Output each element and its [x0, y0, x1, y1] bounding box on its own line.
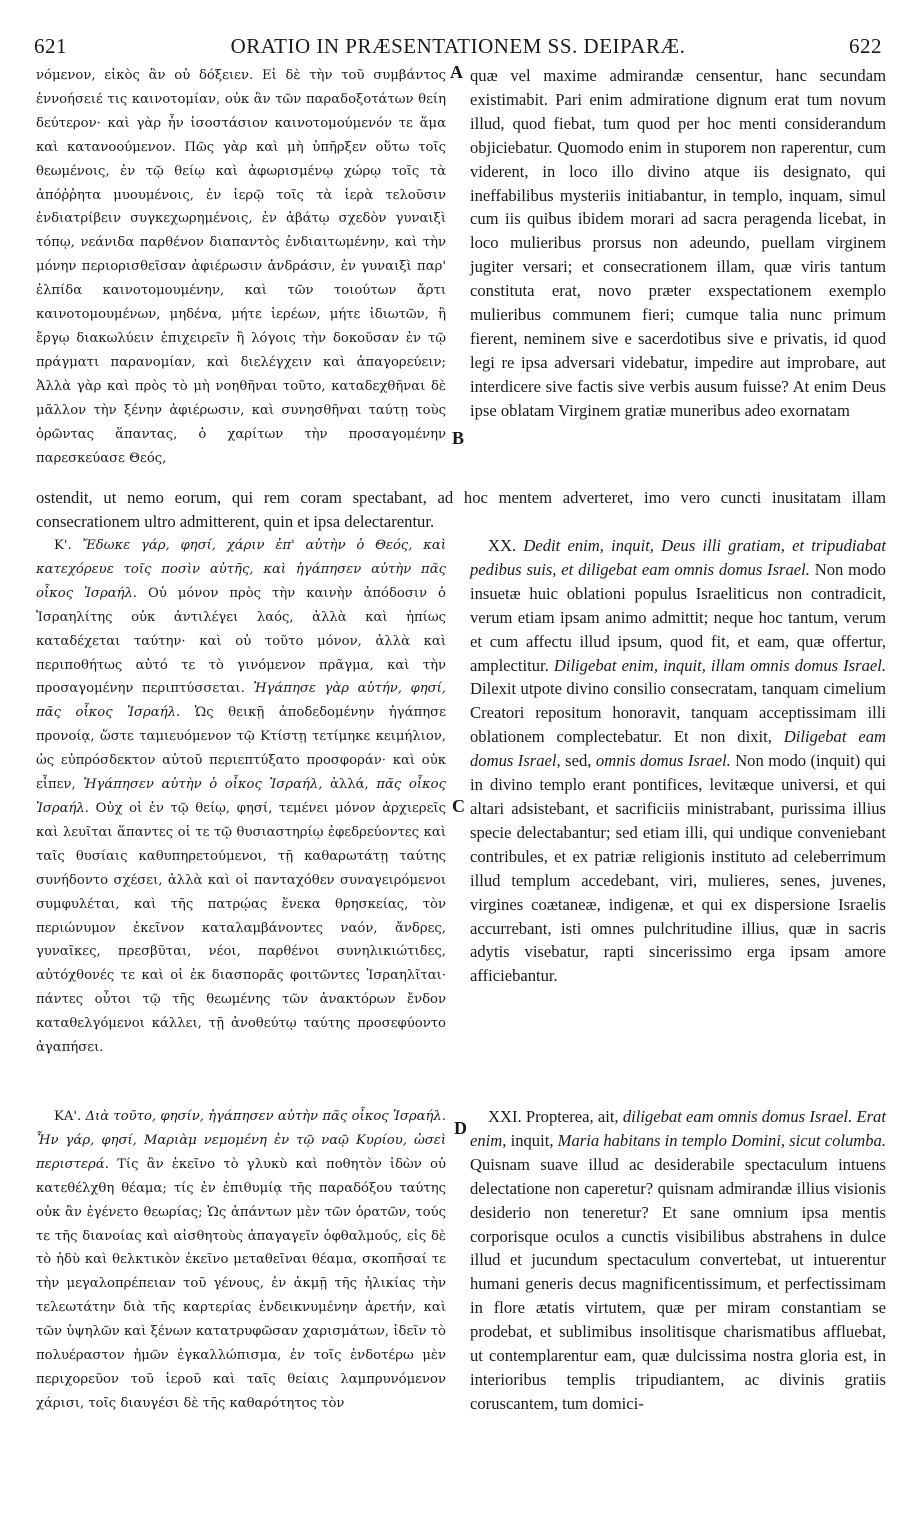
- greek-section-xxi: [36, 1105, 446, 1416]
- greek-text: Οὐ μόνον πρὸς τὴν καινὴν ἀπόδοσιν ὁ Ἰσραηλίτης οὐκ ἀντιλέγει λαός, ἀλλὰ καὶ ἠπίως καταδέχεται ταύτην· καὶ οὐ τοῦτο μόνον, ἀλλὰ καὶ περιποθήτως αὐτό τε τὸ γινόμενον πρᾶγμα, καὶ τὴν προσαγομένην περιπτύσσεται.: [36, 585, 446, 697]
- latin-scripture-quote: Dedit enim, inquit, Deus illi gratiam, et tripudiabat pedibus suis, et diligebat eam omnis domus Israel.: [470, 536, 886, 579]
- greek-text: Τίς ἂν ἐκεῖνο τὸ γλυκὺ καὶ ποθητὸν ἰδὼν οὐ κατεθέλχθη θέαμα; τίς ἐν ἐπιθυμίᾳ τῆς παραδόξου ταύτης οὐκ ἂν ἐγένετο θεωρίας; Ὡς ἁπάντων μὲν τῶν ὁρατῶν, τούς τε τῆς διανοίας καὶ αἰσθητοὺς ἀπαγαγεῖν ὀφθαλμούς, εἰς δὲ τὸ ἡδὺ καὶ θελκτικὸν ἐκεῖνο μεταθεῖναι θέαμα, σκοπῆσαί τε τὴν μεγαλοπρέπειαν τοῦ γένους, ἐν ἀκμῇ τῆς ἡλικίας τὴν τελεωτάτην διὰ τῆς καρτερίας ἐνδεικνυμένην ἀρετήν, καὶ τῶν ὑψηλῶν καὶ ξένων κατατρυφῶσαν χαρισμάτων, ἰδεῖν τὸ πολυέραστον ἡμῶν ἐγκαλλώπισμα, ἐν τοῖς ἐνδοτέρω μὲν περιχορεῦον τοῦ ἱεροῦ καὶ ταῖς θείαις λαμπρυνόμενον χάρισι, τοῖς διαυγέσι δὲ τῆς καθαρότητος τὸν: [36, 1156, 446, 1411]
- greek-text: Οὐχ οἱ ἐν τῷ θείῳ, φησί, τεμένει μόνον ἀρχιερεῖς καὶ λευῖται ἅπαντες οἱ τε τῷ θυσιαστηρίῳ ἐφεδρεύοντες καὶ ταῖς θυσίαις καθυπηρετούμενοι, τῇ καθαρωτάτῃ ταύτης συνήδοντο σχέσει, ἀλλὰ καὶ οἱ πανταχόθεν συναγειρόμενοι συμφυλέται, καὶ τῆς πατρῴας ἕνεκα θρησκείας, τὸν περιώνυμον ἐκεῖνον καταλαμβάνοντες ναόν, ἄνδρες, γυναῖκες, πρεσβῦται, νέοι, παρθένοι συνηλικιώτιδες, αὐτόχθονές τε καὶ οἱ ἐκ διασπορᾶς φοιτῶντες Ἰσραηλῖται· πάντες οὗτοι τῷ τῆς θεωμένης τῶν ἀνακτόρων ἔνδον καταθελγόμενοι κάλλει, τῇ ἀνοθεύτῳ ταύτης προσεφύοντο ἀγαπήσει.: [36, 800, 446, 1056]
- latin-scripture-quote: Diligebat eam domus Israel,: [470, 727, 886, 771]
- latin-section-xxi: [470, 1105, 886, 1416]
- margin-marker-b: B: [452, 428, 465, 448]
- latin-paragraph-xx: [470, 534, 886, 988]
- greek-paragraph-xx: [36, 534, 446, 1060]
- greek-paragraph-xxi: [36, 1105, 446, 1416]
- latin-section-number: XXI.: [488, 1107, 522, 1126]
- page-number-right: 622: [849, 34, 882, 58]
- greek-text: ἀλλά,: [330, 777, 369, 793]
- latin-scripture-quote: omnis domus Israel.: [595, 751, 731, 771]
- latin-section-xx: [470, 534, 886, 988]
- latin-text: Quisnam suave illud ac desiderabile spectaculum intuens delectatione non caperetur? quisnam admirandæ illius visionis desiderio non teneretur? Et sane omnium ipsa mentis corporisque oculos a cunctis visibilibus abstrahens in dulce illud et jucundum spectaculum convertebat, ut intuerentur humani generis decus magnificentissimum, et perfectissimam in flore ætatis virtutem, quæ per miram constantiam se prodebat, et sublimibus insolitisque charismatibus affluebat, ut contemplarentur eam, quæ dulcissima nostra gloria est, in interioribus templis tripudiantem, ac divinis gratiis coruscantem, tum domici-: [470, 1154, 886, 1413]
- full-width-latin-lines: [36, 486, 886, 534]
- full-width-paragraph: ostendit, ut nemo eorum, qui rem coram spectabant, ad hoc mentem adverteret, imo vero cuncti inusitatam illam consecrationem ultro admitterent, quin et ipsa delectarentur.: [36, 488, 886, 531]
- page-number-left: 621: [34, 34, 67, 58]
- latin-text: Propterea, ait,: [525, 1107, 619, 1126]
- latin-text: sed,: [565, 751, 592, 771]
- greek-scripture-quote: Ἔδωκε γάρ, φησί, χάριν ἐπ' αὐτὴν ὁ Θεός, καὶ κατεχόρευε τοῖς ποσὶν αὐτῆς, καὶ ἠγάπησεν αὐτὴν πᾶς οἶκος Ἰσραήλ.: [36, 538, 446, 601]
- latin-text: inquit,: [510, 1130, 554, 1150]
- greek-section-number: ΚΑ'.: [54, 1109, 82, 1124]
- greek-section-xx: [36, 534, 446, 1060]
- latin-scripture-quote: Diligebat enim, inquit, illam omnis domus Israel.: [553, 655, 886, 675]
- running-header: [30, 34, 886, 64]
- margin-marker-c: C: [452, 796, 465, 816]
- greek-scripture-quote: Ἠγάπησε γὰρ αὐτήν, φησί, πᾶς οἶκος Ἰσραήλ.: [36, 681, 446, 721]
- greek-paragraph-continuation: νόμενον, εἰκὸς ἂν οὐ δόξειεν. Εἰ δὲ τὴν τοῦ συμβάντος ἐννοήσειέ τις καινοτομίαν, οὐκ ἂν τῶν παραδοξοτάτων θείη δεύτερον· καὶ γὰρ ἦν ἰσοστάσιον καινοτομούμενόν τε ἅμα καὶ κατανοούμενον. Πῶς γὰρ καὶ μὴ ὑπῆρξεν οὕτω τοῖς θεωμένοις, ἐν τῷ θείῳ καὶ ἀφωρισμένῳ χώρῳ τοῖς τὰ ἀπόῤῥητα μυουμένοις, ἐν ἱερῷ τοῖς τὰ ἱερὰ τελοῦσιν ἐνδιατρίβειν συγκεχωρημένοις, ἐν ἀβάτῳ σχεδὸν γυναιξὶ τόπῳ, νεάνιδα παρθένον διαπαντὸς ἐνδιαιτωμένην, καὶ τὴν μόνην περιορισθεῖσαν ἀφιέρωσιν ἀνδράσιν, ἐν γυναιξὶ παρ' ἐλπίδα καινοτομουμένην, καὶ τῶν τοιούτων ἄρτι καινοτομουμένων, μηδένα, μήτε ἱερέων, μήτε ἰδιωτῶν, ἢ ἔργῳ διακωλύειν ἐπιχειρεῖν ἢ λόγοις τὴν δοκοῦσαν ἐν τῷ πράγματι παρανομίαν, καὶ διελέγχειν καὶ ἀπαγορεύειν; Ἀλλὰ γὰρ καὶ πρὸς τὸ μὴ νοηθῆναι τοῦτο, καταδεχθῆναι δὲ μᾶλλον τὴν ξένην ἀφιέρωσιν, καὶ συνησθῆναι ταύτῃ τοὺς ὁρῶντας ἅπαντας, ὁ χαρίτων τὴν προσαγομένην παρεσκεύασε Θεός,: [36, 68, 446, 466]
- latin-scripture-quote: Maria habitans in templo Domini, sicut columba.: [557, 1130, 886, 1150]
- latin-paragraph-xxi: [470, 1105, 886, 1416]
- running-title: ORATIO IN PRÆSENTATIONEM SS. DEIPARÆ.: [230, 34, 686, 58]
- greek-section-number: Κ'.: [54, 538, 72, 553]
- latin-paragraph-continuation: quæ vel maxime admirandæ censentur, hanc secundam existimabit. Pari enim admiratione dignum erat tum novum illud, quod fiebat, tum quod per hoc menti considerandum objiciebatur. Quomodo enim in stuporem non raperentur, cum viderent, in loco illo divino atque iis designato, qui ineffabilibus mysteriis initiabantur, in templo, inquam, simul cum iis quibus ibidem morari ad sacra peragenda licebat, in loco mulieribus prorsus non adeundo, puellam virginem jugiter versari; et consecrationem illam, quæ viris tantum constituta erat, novo præter exspectationem exemplo mulieribus communem fieri; cumque talia nunc primum fierent, neminem sive e sacerdotibus sive e privatis, id quod legi re ipsa adversari videbatur, impedire aut improbare, aut interdicere sive factis sive verbis ausum fuisse? At enim Deus ipse oblatam Virginem gratiæ muneribus adeo exornatam: [470, 66, 886, 420]
- latin-text: Non modo (inquit) qui in divino templo erant pontifices, levitæque universi, et qui altari adsistebant, et sacrificiis ministrabant, purissima illius specie delectabantur; sed etiam illi, qui undique conveniebant contribules, et ex patriæ religionis instituto ad celeberrimum illud templum accedebant, viri, mulieres, senes, juvenes, virgines coætaneæ, indigenæ, et qui ex dispersione Israelis accurrebant, isti omnes pulchritudine illius, quæ in sacris adytis visebatur, rapti sincerissimo erga ipsam amore afficiebantur.: [470, 751, 886, 986]
- latin-section-number: XX.: [488, 536, 517, 555]
- latin-text: Non modo insuetæ huic oblationi populus Israeliticus non contradicit, verum etiam ipsam animo admittit; neque hoc tantum, verum et cum affectu illud ipsum, quod fit, et eam, quæ offertur, amplectitur.: [470, 559, 886, 675]
- greek-scripture-quote: Ἠγάπησεν αὐτὴν ὁ οἶκος Ἰσραήλ,: [83, 777, 323, 793]
- margin-marker-d: D: [454, 1118, 467, 1138]
- greek-scripture-quote: πᾶς οἶκος Ἰσραήλ.: [36, 777, 446, 816]
- latin-column-top: [470, 64, 886, 423]
- greek-column-top: [36, 64, 446, 470]
- latin-scripture-quote: diligebat eam omnis domus Israel. Erat enim,: [470, 1107, 886, 1150]
- greek-text: Ὡς θεικῇ ἀποδεδομένην ἠγάπησε προνοίᾳ, ὥστε ταμιευόμενον τῷ Κτίστῃ τετίμηκε κειμήλιον, ὡς εὐπρόσδεκτον αὐτοῦ περιεπτύξατο προσφοράν· καὶ οὐκ εἶπεν,: [36, 705, 446, 793]
- greek-scripture-quote: Διὰ τοῦτο, φησίν, ἠγάπησεν αὐτὴν πᾶς οἶκος Ἰσραήλ. Ἦν γάρ, φησί, Μαριὰμ νεμομένη ἐν τῷ ναῷ Κυρίου, ὡσεὶ περιστερά.: [36, 1109, 446, 1172]
- latin-text: Dilexit utpote divino consilio consecratam, tanquam cimelium Creatori repositum honoravit, tanquam acceptissimam illi oblationem complectebatur. Et non dixit,: [470, 679, 886, 747]
- margin-marker-a: A: [450, 62, 463, 82]
